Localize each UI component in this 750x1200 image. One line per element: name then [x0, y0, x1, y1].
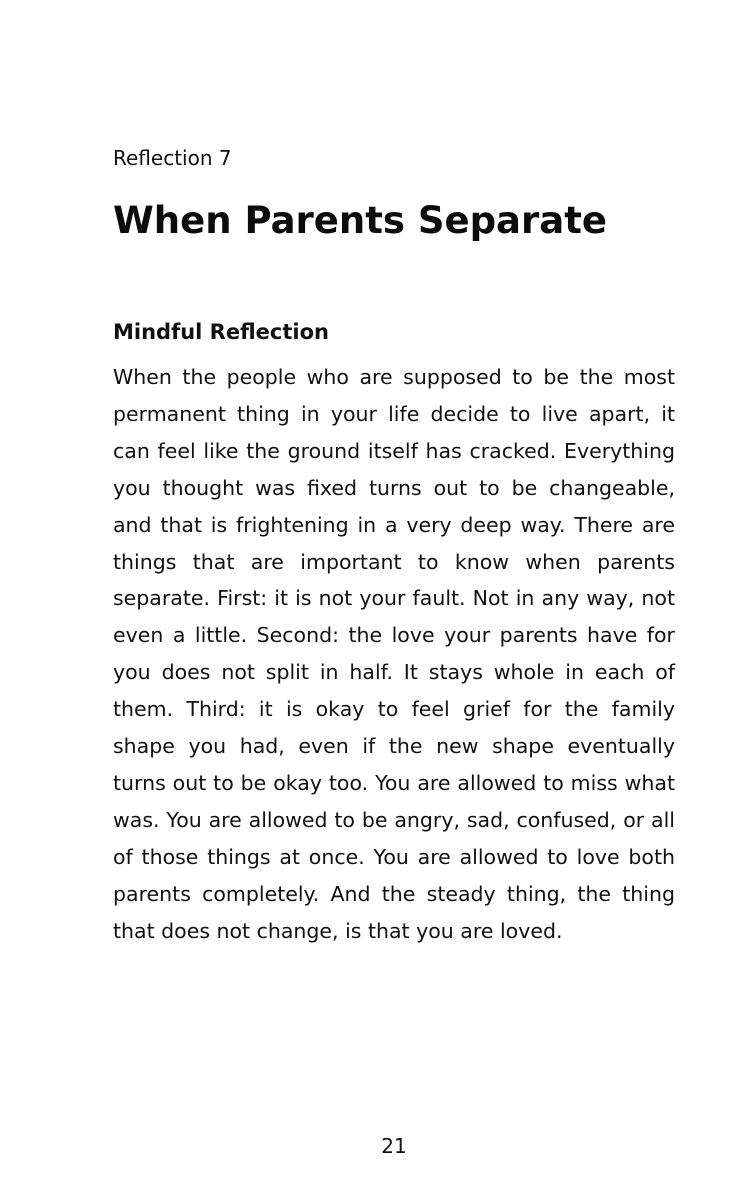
section-heading: Mindful Reflection	[113, 320, 329, 344]
page-title: When Parents Separate	[113, 199, 608, 242]
reflection-number: Reflection 7	[113, 146, 232, 170]
page-number: 21	[381, 1134, 407, 1158]
body-paragraph: When the people who are supposed to be the most permanent thing in your life decide to live apart, it can feel like the ground itself has cracked. Everything you thought was fixed turns out to be changeable, and that is frightening in a very deep way. There are things that are important to know when parents separate. First: it is not your fault. Not in any way, not even a little. Second: the love your parents have for you does not split in half. It stays whole in each of them. Third: it is okay to feel grief for the family shape you had, even if the new shape eventually turns out to be okay too. You are allowed to miss what was. You are allowed to be angry, sad, confused, or all of those things at once. You are allowed to love both parents completely. And the steady thing, the thing that does not change, is that you are loved.	[113, 365, 675, 943]
